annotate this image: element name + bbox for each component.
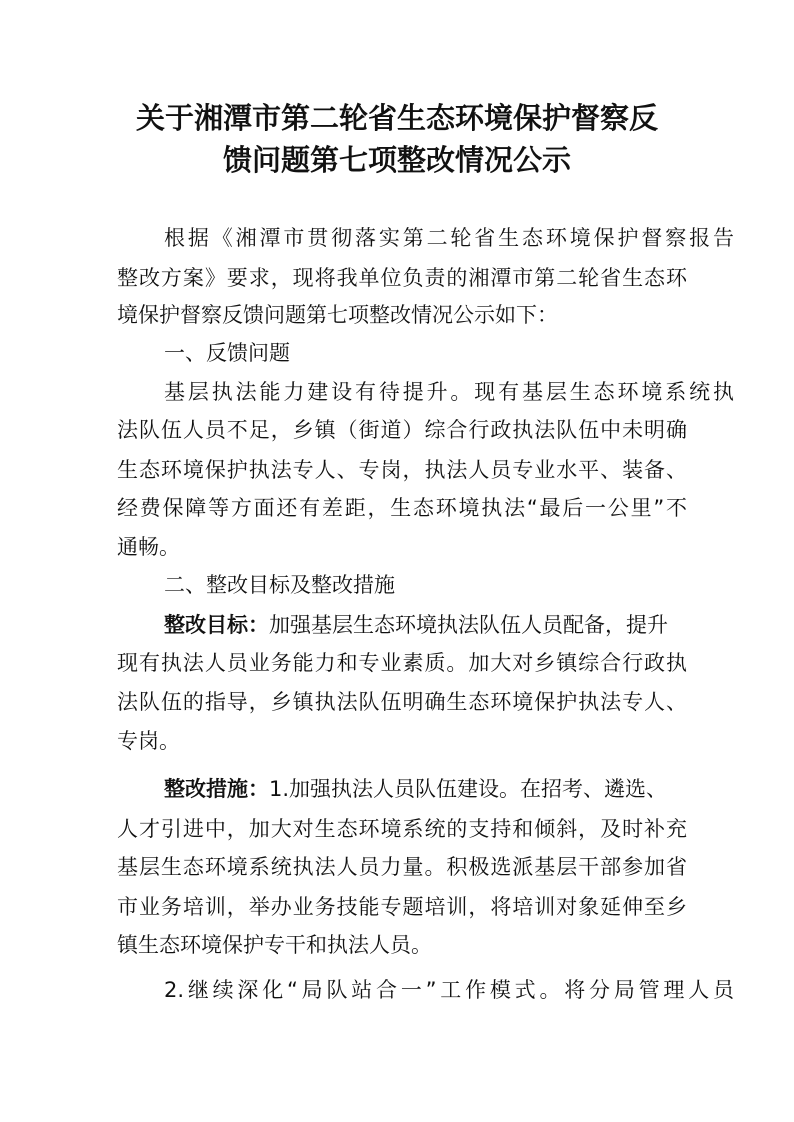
paragraph-line-measures: [117, 775, 734, 803]
paragraph-line: 经费保障等方面还有差距，生态环境执法“最后一公里”不: [117, 496, 687, 520]
paragraph-line: 整改方案》要求，现将我单位负责的湘潭市第二轮省生态环: [117, 266, 687, 290]
label-target: 整改目标：: [164, 613, 269, 637]
paragraph-line: 法队伍的指导，乡镇执法队伍明确生态环境保护执法专人、: [117, 690, 687, 714]
paragraph-line: 基层生态环境系统执法人员力量。积极选派基层干部参加省: [117, 855, 687, 879]
section-heading-feedback: 一、反馈问题: [164, 341, 290, 365]
document-title-line-2: 馈问题第七项整改情况公示: [222, 143, 571, 177]
paragraph-line: 基层执法能力建设有待提升。现有基层生态环境系统执: [164, 380, 734, 404]
paragraph-line: 专岗。: [117, 729, 180, 753]
paragraph-line: 市业务培训，举办业务技能专题培训，将培训对象延伸至乡: [117, 895, 687, 919]
paragraph-line: 生态环境保护执法专人、专岗，执法人员专业水平、装备、: [117, 458, 687, 482]
target-text: 加强基层生态环境执法队伍人员配备，提升: [269, 613, 668, 637]
label-measures: 整改措施：: [164, 777, 269, 801]
paragraph-line: 境保护督察反馈问题第七项整改情况公示如下：: [117, 303, 558, 327]
document-title-line-1: 关于湘潭市第二轮省生态环境保护督察反: [135, 101, 658, 135]
paragraph-line: 通畅。: [117, 535, 180, 559]
paragraph-line: 法队伍人员不足，乡镇（街道）综合行政执法队伍中未明确: [117, 418, 687, 442]
paragraph-line-target: [117, 611, 734, 639]
paragraph-line: 现有执法人员业务能力和专业素质。加大对乡镇综合行政执: [117, 651, 687, 675]
paragraph-line: 镇生态环境保护专干和执法人员。: [117, 933, 432, 957]
measures-text: 1.加强执法人员队伍建设。在招考、遴选、: [269, 777, 668, 801]
paragraph-line: 根据《湘潭市贯彻落实第二轮省生态环境保护督察报告: [164, 226, 734, 250]
paragraph-line: 2.继续深化“局队站合一”工作模式。将分局管理人员: [164, 978, 734, 1002]
paragraph-line: 人才引进中，加大对生态环境系统的支持和倾斜，及时补充: [117, 817, 687, 841]
section-heading-measures: 二、整改目标及整改措施: [164, 573, 395, 597]
